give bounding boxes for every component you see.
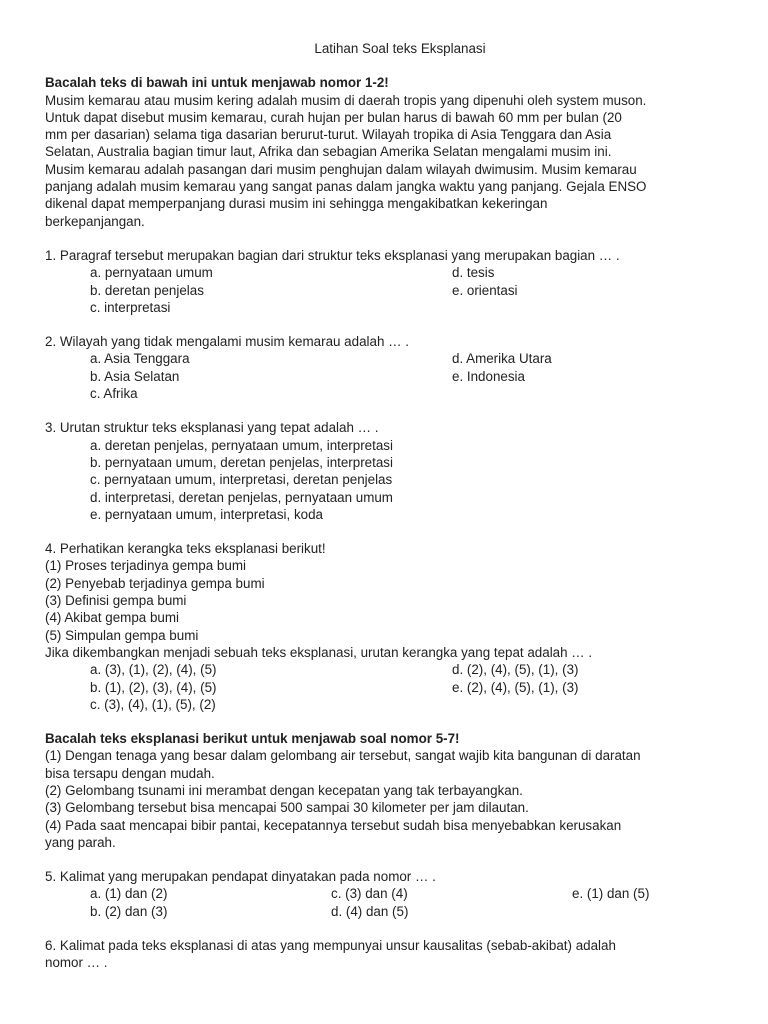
passage-line: berkepanjangan.: [45, 213, 145, 229]
answer-options: [45, 264, 735, 316]
question-stem: 5. Kalimat yang merupakan pendapat dinyatakan pada nomor … .: [45, 869, 436, 885]
answer-option: c. pernyataan umum, interpretasi, deretan penjelas: [90, 472, 393, 488]
question-stem: 4. Perhatikan kerangka teks eksplanasi berikut!: [45, 541, 326, 557]
answer-option: a. (3), (1), (2), (4), (5): [90, 662, 217, 678]
answer-option: c. Afrika: [90, 386, 138, 402]
document-page: [45, 40, 735, 972]
answer-options: [45, 661, 735, 713]
passage-1: [45, 74, 735, 230]
outline-item: (1) Proses terjadinya gempa bumi: [45, 558, 246, 574]
answer-options: [45, 885, 735, 920]
answer-option: e. Indonesia: [452, 368, 525, 384]
outline-item: (5) Simpulan gempa bumi: [45, 627, 199, 643]
answer-option: b. (1), (2), (3), (4), (5): [90, 679, 217, 695]
answer-option: e. orientasi: [452, 282, 518, 298]
passage-line: (3) Gelombang tersebut bisa mencapai 500 sampai 30 kilometer per jam dilautan.: [45, 800, 529, 816]
question-stem: 1. Paragraf tersebut merupakan bagian dari struktur teks eksplanasi yang merupakan bagian … .: [45, 247, 620, 263]
answer-option: a. (1) dan (2): [90, 886, 168, 902]
answer-option: e. (1) dan (5): [572, 886, 650, 902]
document-title: Latihan Soal teks Eksplanasi: [314, 41, 486, 56]
outline-item: (4) Akibat gempa bumi: [45, 610, 179, 626]
question-1: [45, 247, 735, 316]
answer-option: a. Asia Tenggara: [90, 351, 190, 367]
answer-option: b. (2) dan (3): [90, 903, 168, 919]
question-stem: 3. Urutan struktur teks eksplanasi yang tepat adalah … .: [45, 420, 379, 436]
question-2: [45, 333, 735, 402]
passage-2: [45, 730, 735, 851]
question-stem-continued: nomor … .: [45, 955, 108, 971]
answer-option: d. Amerika Utara: [452, 351, 552, 367]
answer-options: [45, 437, 735, 523]
answer-option: d. (4) dan (5): [331, 903, 409, 919]
question-6: [45, 937, 735, 972]
answer-option: e. (2), (4), (5), (1), (3): [452, 679, 579, 695]
answer-option: c. (3), (4), (1), (5), (2): [90, 696, 216, 712]
passage-line: Musim kemarau adalah pasangan dari musim penghujan dalam wilayah dwimusim. Musim kemarau: [45, 161, 637, 177]
answer-option: c. interpretasi: [90, 299, 171, 315]
answer-option: d. (2), (4), (5), (1), (3): [452, 662, 579, 678]
passage-line: Untuk dapat disebut musim kemarau, curah hujan per bulan harus di bawah 60 mm per bulan (20: [45, 109, 622, 125]
question-stem: 6. Kalimat pada teks eksplanasi di atas yang mempunyai unsur kausalitas (sebab-akibat) adalah: [45, 938, 616, 954]
answer-option: b. Asia Selatan: [90, 368, 180, 384]
answer-option: b. pernyataan umum, deretan penjelas, interpretasi: [90, 454, 393, 470]
passage-line: (2) Gelombang tsunami ini merambat dengan kecepatan yang tak terbayangkan.: [45, 782, 523, 798]
passage-line: bisa tersapu dengan mudah.: [45, 765, 215, 781]
outline-item: (2) Penyebab terjadinya gempa bumi: [45, 575, 265, 591]
answer-option: d. interpretasi, deretan penjelas, pernyataan umum: [90, 489, 393, 505]
passage-line: Musim kemarau atau musim kering adalah musim di daerah tropis yang dipenuhi oleh system muson.: [45, 92, 647, 108]
answer-option: d. tesis: [452, 265, 495, 281]
outline-item: (3) Definisi gempa bumi: [45, 593, 187, 609]
question-5: [45, 868, 735, 920]
question-3: [45, 419, 735, 523]
passage-line: panjang adalah musim kemarau yang sangat panas dalam jangka waktu yang panjang. Gejala ENSO: [45, 179, 647, 195]
passage-line: (1) Dengan tenaga yang besar dalam gelombang air tersebut, sangat wajib kita bangunan di daratan: [45, 748, 641, 764]
answer-option: a. deretan penjelas, pernyataan umum, interpretasi: [90, 437, 393, 453]
question-4: [45, 540, 735, 713]
answer-option: a. pernyataan umum: [90, 265, 213, 281]
passage-line: Selatan, Australia bagian timur laut, Afrika dan sebagian Amerika Selatan mengalami musim ini.: [45, 144, 612, 160]
answer-option: c. (3) dan (4): [331, 886, 408, 902]
answer-options: [45, 350, 735, 402]
passage-line: yang parah.: [45, 834, 116, 850]
question-prompt: Jika dikembangkan menjadi sebuah teks eksplanasi, urutan kerangka yang tepat adalah … .: [45, 644, 593, 660]
passage-2-heading: Bacalah teks eksplanasi berikut untuk menjawab soal nomor 5-7!: [45, 731, 460, 747]
passage-1-heading: Bacalah teks di bawah ini untuk menjawab nomor 1-2!: [45, 75, 389, 91]
answer-option: b. deretan penjelas: [90, 282, 204, 298]
passage-line: (4) Pada saat mencapai bibir pantai, kecepatannya tersebut sudah bisa menyebabkan kerusakan: [45, 817, 622, 833]
answer-option: e. pernyataan umum, interpretasi, koda: [90, 506, 323, 522]
passage-line: mm per dasarian) selama tiga dasarian berurut-turut. Wilayah tropika di Asia Tenggara dan Asia: [45, 127, 612, 143]
passage-line: dikenal dapat memperpanjang durasi musim ini sehingga mengakibatkan kekeringan: [45, 196, 548, 212]
question-stem: 2. Wilayah yang tidak mengalami musim kemarau adalah … .: [45, 334, 409, 350]
